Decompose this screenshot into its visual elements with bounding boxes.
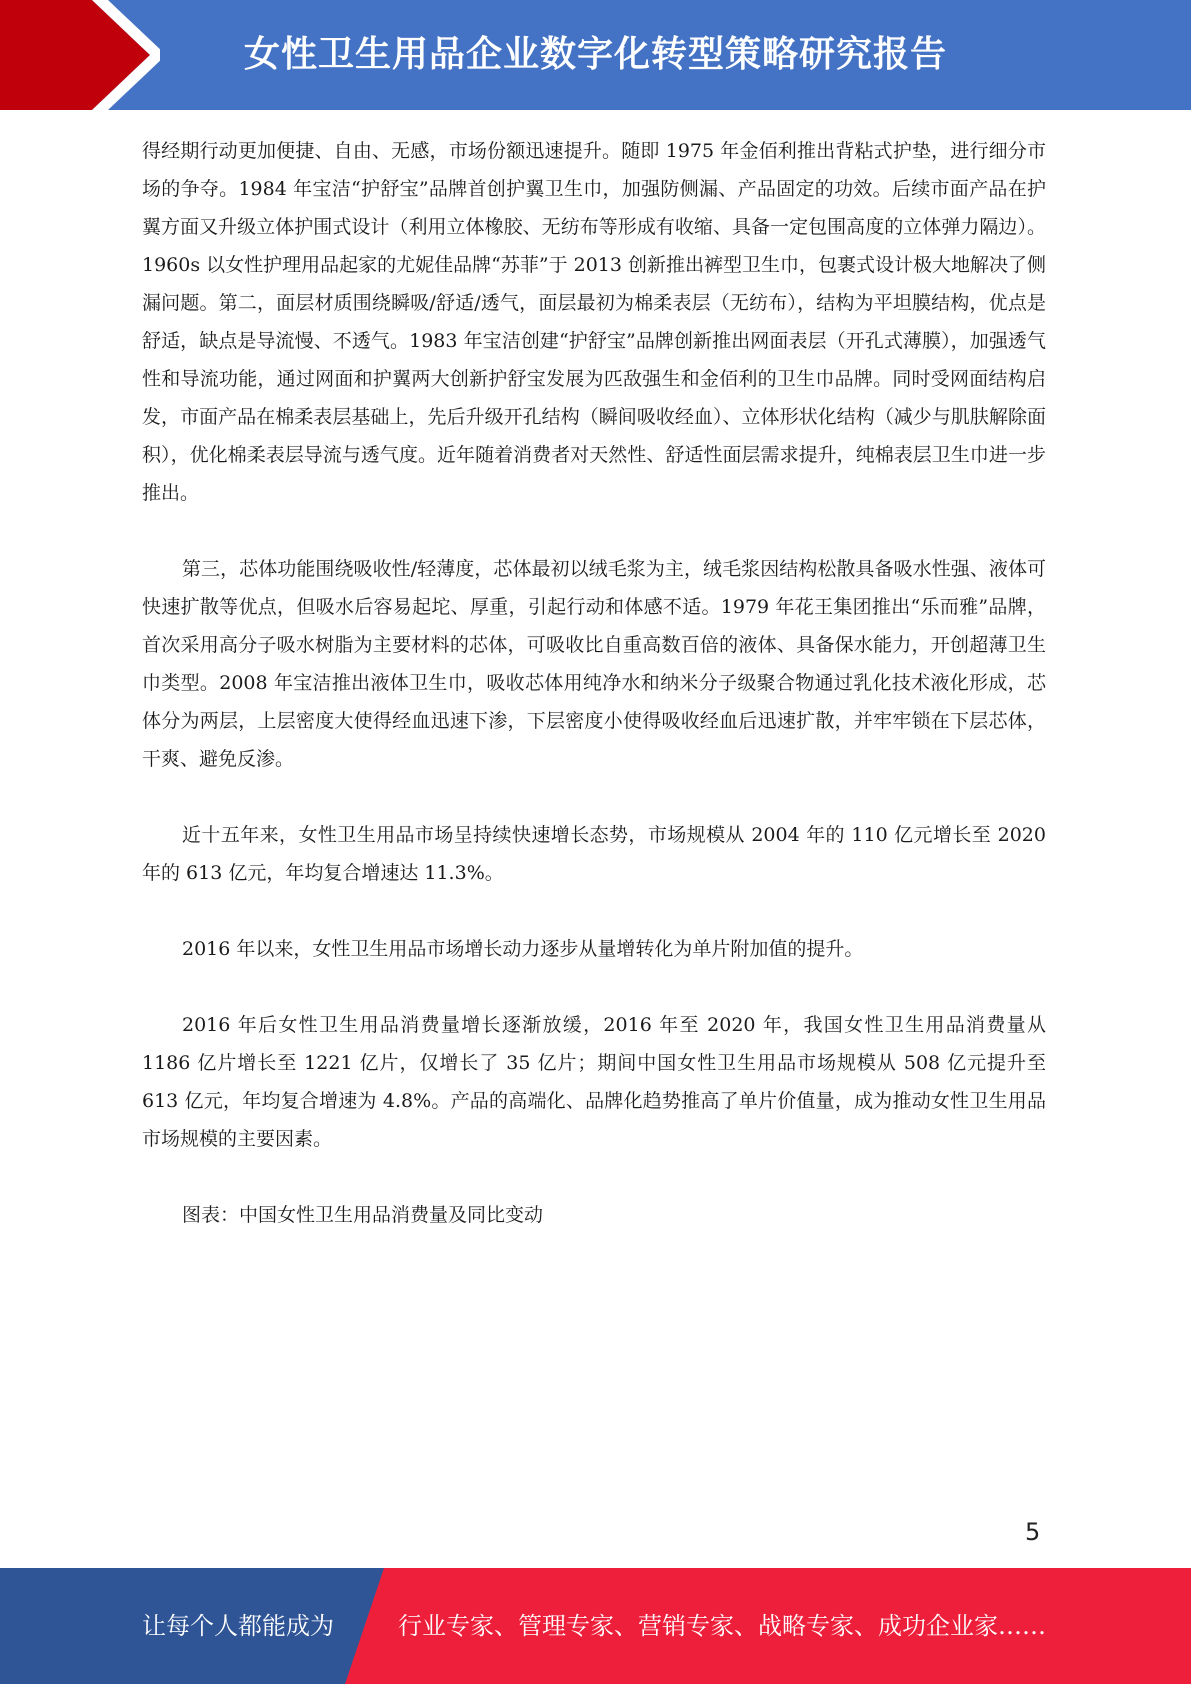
paragraph-3: 近十五年来，女性卫生用品市场呈持续快速增长态势，市场规模从 2004 年的 110 亿元增长至 2020 年的 613 亿元，年均复合增速达 11.3%。 (142, 824, 1046, 884)
paragraph-5: 2016 年后女性卫生用品消费量增长逐渐放缓，2016 年至 2020 年，我国女性卫生用品消费量从 1186 亿片增长至 1221 亿片，仅增长了 35 亿片；期间中国女性卫生用品市场规模从 508 亿元提升至 613 亿元，年均复合增速为 4.8%。产品的高端化、品牌化趋势推高了单片价值量，成为推动女性卫生用品市场规模的主要因素。 (142, 1014, 1046, 1150)
footer-slogan-right: 行业专家、管理专家、营销专家、战略专家、成功企业家…… (398, 1612, 1046, 1640)
document-body (142, 132, 1046, 1272)
paragraph-4: 2016 年以来，女性卫生用品市场增长动力逐步从量增转化为单片附加值的提升。 (182, 938, 864, 960)
page-footer (0, 1568, 1191, 1684)
page-number: 5 (1025, 1518, 1041, 1546)
figure-caption: 图表：中国女性卫生用品消费量及同比变动 (182, 1204, 544, 1226)
page-header (0, 0, 1191, 110)
paragraph-2: 第三，芯体功能围绕吸收性/轻薄度，芯体最初以绒毛浆为主，绒毛浆因结构松散具备吸水性强、液体可快速扩散等优点，但吸水后容易起坨、厚重，引起行动和体感不适。1979 年花王集团推出“乐而雅”品牌，首次采用高分子吸水树脂为主要材料的芯体，可吸收比自重高数百倍的液体、具备保水能力，开创超薄卫生巾类型。2008 年宝洁推出液体卫生巾，吸收芯体用纯净水和纳米分子级聚合物通过乳化技术液化形成，芯体分为两层，上层密度大使得经血迅速下渗，下层密度小使得吸收经血后迅速扩散，并牢牢锁在下层芯体，干爽、避免反渗。 (142, 558, 1046, 770)
footer-slogan-left: 让每个人都能成为 (142, 1612, 334, 1640)
paragraph-1: 得经期行动更加便捷、自由、无感，市场份额迅速提升。随即 1975 年金佰利推出背粘式护垫，进行细分市场的争夺。1984 年宝洁“护舒宝”品牌首创护翼卫生巾，加强防侧漏、产品固定的功效。后续市面产品在护翼方面又升级立体护围式设计（利用立体橡胶、无纺布等形成有收缩、具备一定包围高度的立体弹力隔边）。1960s 以女性护理用品起家的尤妮佳品牌“苏菲”于 2013 创新推出裤型卫生巾，包裹式设计极大地解决了侧漏问题。第二，面层材质围绕瞬吸/舒适/透气，面层最初为棉柔表层（无纺布），结构为平坦膜结构，优点是舒适，缺点是导流慢、不透气。1983 年宝洁创建“护舒宝”品牌创新推出网面表层（开孔式薄膜），加强透气性和导流功能，通过网面和护翼两大创新护舒宝发展为匹敌强生和金佰利的卫生巾品牌。同时受网面结构启发，市面产品在棉柔表层基础上，先后升级开孔结构（瞬间吸收经血）、立体形状化结构（减少与肌肤解除面积），优化棉柔表层导流与透气度。近年随着消费者对天然性、舒适性面层需求提升，纯棉表层卫生巾进一步推出。 (142, 140, 1047, 504)
report-title: 女性卫生用品企业数字化转型策略研究报告 (243, 34, 947, 75)
